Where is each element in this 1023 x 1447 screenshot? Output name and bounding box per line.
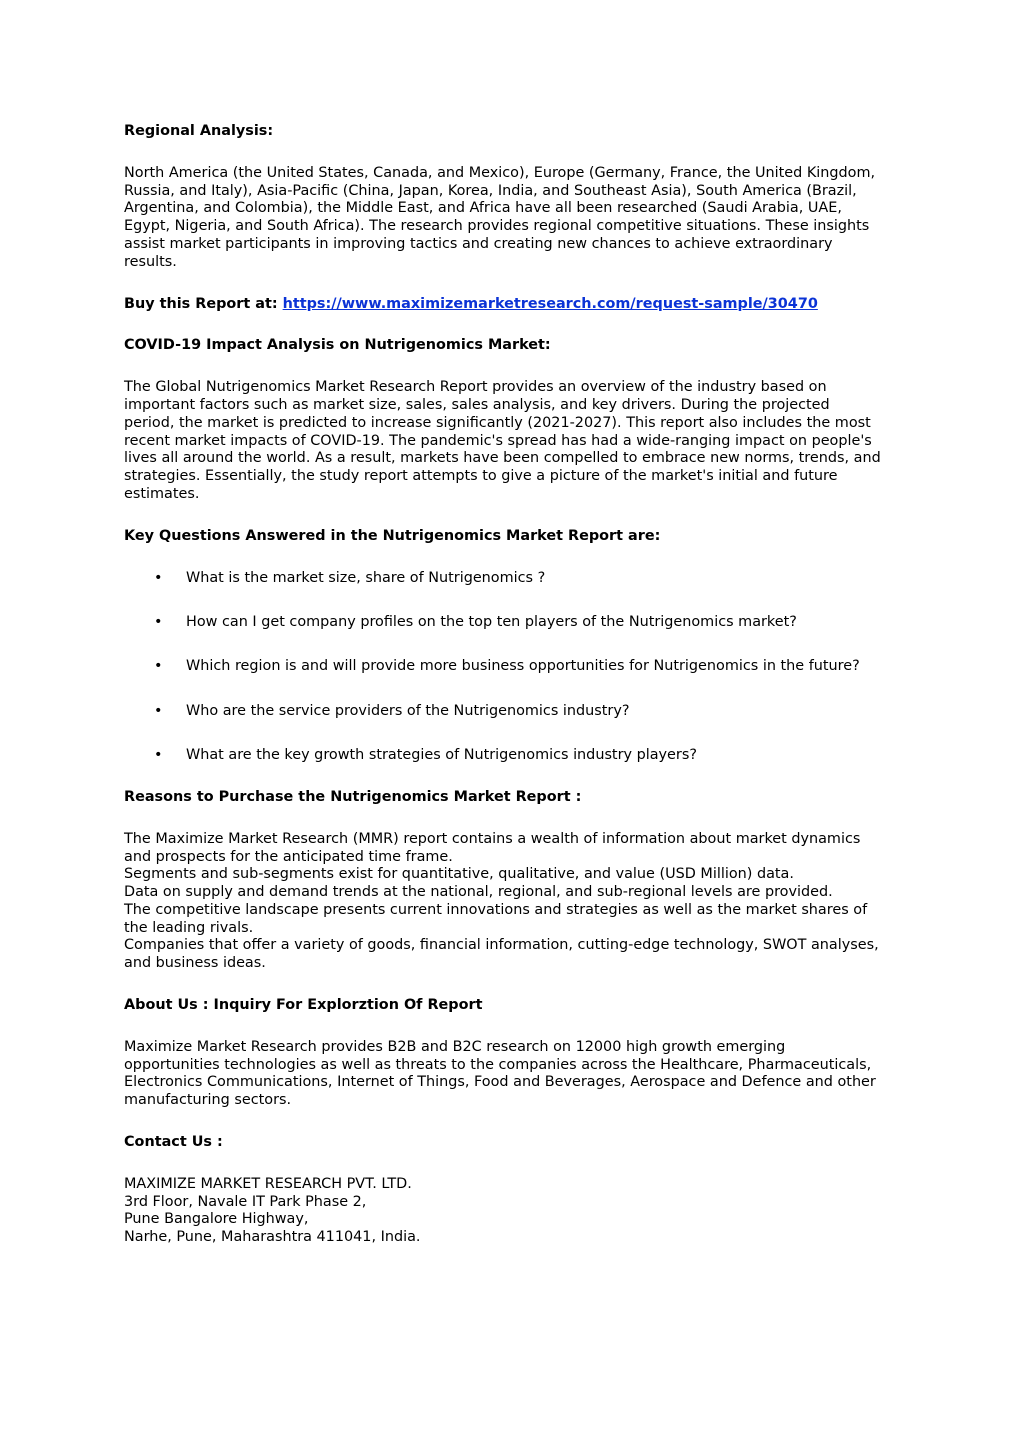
bullet-icon: • — [154, 613, 163, 630]
covid-impact-heading: COVID-19 Impact Analysis on Nutrigenomics Market: — [124, 337, 551, 354]
list-item — [124, 703, 904, 721]
regional-analysis-heading: Regional Analysis: — [124, 123, 274, 139]
regional-analysis-paragraph — [124, 165, 904, 272]
paragraph-line: Maximize Market Research provides B2B and B2C research on 12000 high growth emerging — [124, 1038, 786, 1055]
bullet-icon: • — [154, 658, 163, 675]
paragraph-line: estimates. — [124, 485, 200, 502]
paragraph-line: assist market participants in improving tactics and creating new chances to achieve extraordinary — [124, 235, 833, 252]
paragraph-line: Companies that offer a variety of goods, financial information, cutting-edge technology, SWOT analyses, — [124, 937, 879, 954]
list-item-text: Which region is and will provide more business opportunities for Nutrigenomics in the future? — [186, 658, 860, 675]
paragraph-line: and business ideas. — [124, 955, 266, 972]
paragraph-line: The Maximize Market Research (MMR) report contains a wealth of information about market dynamics — [124, 830, 861, 847]
key-questions-list — [124, 570, 904, 765]
paragraph-line: Russia, and Italy), Asia-Pacific (China, Japan, Korea, India, and Southeast Asia), South America (Brazil, — [124, 182, 857, 199]
address-line: Pune Bangalore Highway, — [124, 1211, 309, 1228]
address-line: Narhe, Pune, Maharashtra 411041, India. — [124, 1229, 421, 1246]
about-us-heading: About Us : Inquiry For Explorztion Of Report — [124, 997, 483, 1014]
paragraph-line: The Global Nutrigenomics Market Research Report provides an overview of the industry based on — [124, 379, 827, 396]
list-item — [124, 614, 904, 632]
buy-report-link[interactable]: https://www.maximizemarketresearch.com/request-sample/30470 — [282, 295, 818, 312]
paragraph-line: important factors such as market size, sales, sales analysis, and key drivers. During the projected — [124, 396, 830, 413]
paragraph-line: recent market impacts of COVID-19. The pandemic's spread has had a wide-ranging impact on people's — [124, 432, 872, 449]
buy-report-line — [124, 296, 904, 314]
address-line: 3rd Floor, Navale IT Park Phase 2, — [124, 1193, 367, 1210]
paragraph-line: Electronics Communications, Internet of Things, Food and Beverages, Aerospace and Defence and other — [124, 1074, 876, 1091]
reasons-to-purchase-heading: Reasons to Purchase the Nutrigenomics Market Report : — [124, 788, 582, 805]
paragraph-line: Argentina, and Colombia), the Middle East, and Africa have all been researched (Saudi Arabia, UAE, — [124, 200, 842, 217]
paragraph-line: opportunities technologies as well as threats to the companies across the Healthcare, Pharmaceuticals, — [124, 1056, 872, 1073]
paragraph-line: period, the market is predicted to increase significantly (2021-2027). This report also includes the most — [124, 414, 871, 431]
paragraph-line: strategies. Essentially, the study report attempts to give a picture of the market's initial and future — [124, 468, 838, 485]
key-questions-heading: Key Questions Answered in the Nutrigenomics Market Report are: — [124, 527, 661, 544]
paragraph-line: the leading rivals. — [124, 919, 254, 936]
paragraph-line: lives all around the world. As a result, markets have been compelled to embrace new norms, trends, and — [124, 450, 881, 467]
list-item-text: How can I get company profiles on the top ten players of the Nutrigenomics market? — [186, 613, 797, 630]
list-item — [124, 658, 904, 676]
list-item-text: What are the key growth strategies of Nutrigenomics industry players? — [186, 747, 697, 764]
document-page — [124, 123, 904, 1271]
list-item-text: What is the market size, share of Nutrigenomics ? — [186, 569, 546, 586]
bullet-icon: • — [154, 569, 163, 586]
buy-report-label: Buy this Report at: — [124, 295, 283, 312]
list-item — [124, 570, 904, 588]
paragraph-line: Egypt, Nigeria, and South Africa). The research provides regional competitive situations. These insights — [124, 218, 870, 235]
about-us-paragraph — [124, 1039, 904, 1110]
address-line: MAXIMIZE MARKET RESEARCH PVT. LTD. — [124, 1175, 412, 1192]
paragraph-line: The competitive landscape presents current innovations and strategies as well as the market shares of — [124, 901, 868, 918]
paragraph-line: manufacturing sectors. — [124, 1092, 292, 1109]
contact-us-heading: Contact Us : — [124, 1134, 223, 1151]
bullet-icon: • — [154, 747, 163, 764]
bullet-icon: • — [154, 702, 163, 719]
paragraph-line: Segments and sub-segments exist for quantitative, qualitative, and value (USD Million) data. — [124, 866, 794, 883]
paragraph-line: results. — [124, 253, 177, 270]
paragraph-line: Data on supply and demand trends at the national, regional, and sub-regional levels are provided. — [124, 884, 833, 901]
covid-impact-paragraph — [124, 379, 904, 504]
paragraph-line: North America (the United States, Canada, and Mexico), Europe (Germany, France, the United Kingdom, — [124, 164, 876, 181]
paragraph-line: and prospects for the anticipated time frame. — [124, 848, 453, 865]
list-item-text: Who are the service providers of the Nutrigenomics industry? — [186, 702, 630, 719]
contact-address — [124, 1176, 904, 1247]
reasons-to-purchase-paragraph — [124, 831, 904, 973]
list-item — [124, 747, 904, 765]
